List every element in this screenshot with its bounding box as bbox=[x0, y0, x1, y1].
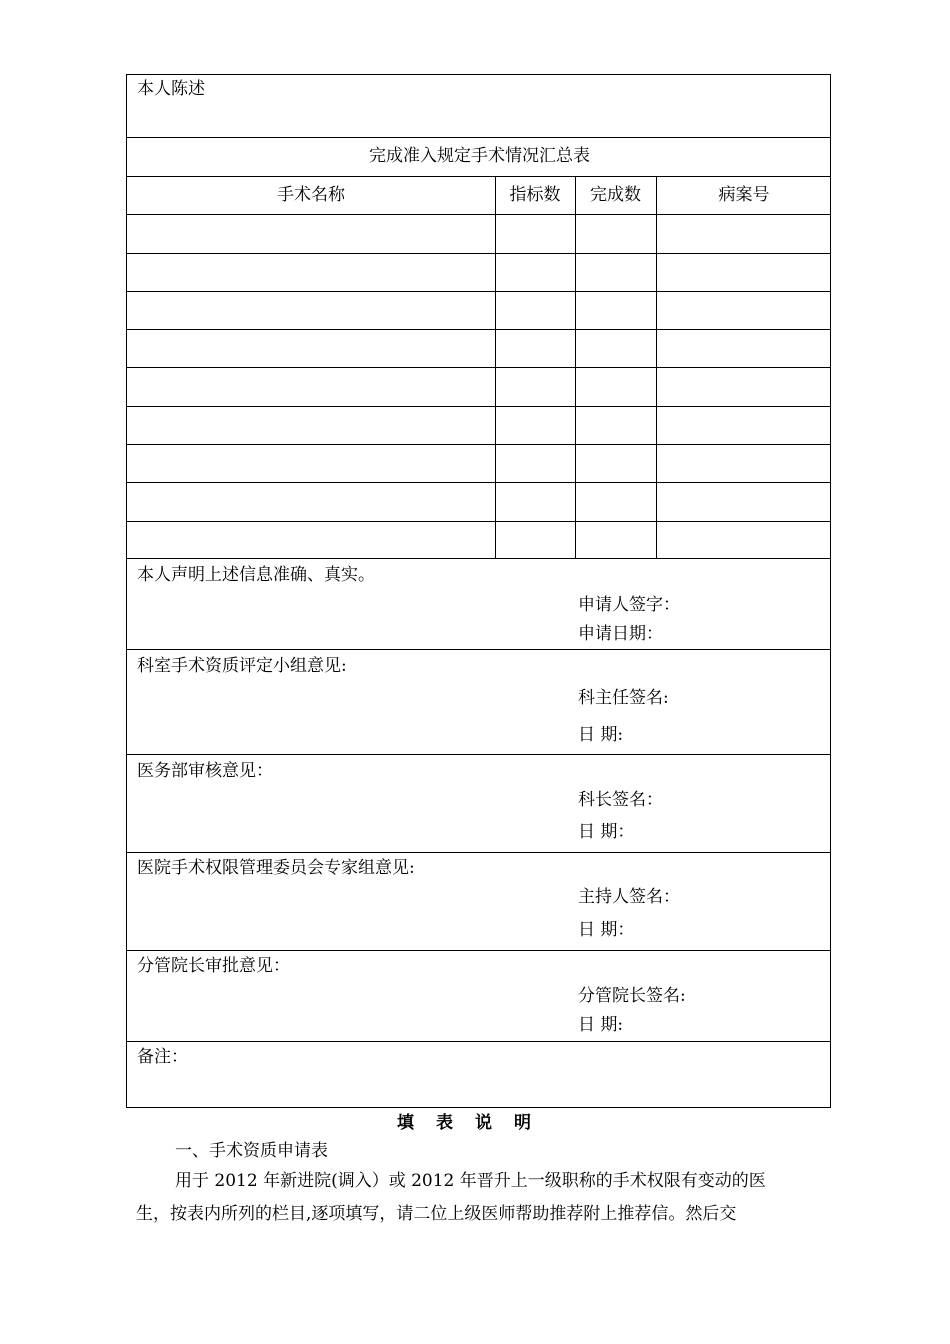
instructions-line-1: 用于 2012 年新进院(调入）或 2012 年晋升上一级职称的手术权限有变动的医 bbox=[175, 1171, 766, 1191]
col-header-surgery-name: 手术名称 bbox=[277, 185, 345, 205]
table-cell-surgery-name[interactable] bbox=[127, 253, 495, 290]
column-divider bbox=[495, 176, 496, 558]
instructions-line-2: 生，按表内所列的栏目,逐项填写，请二位上级医师帮助推荐附上推荐信。然后交 bbox=[136, 1204, 737, 1224]
divider bbox=[127, 1041, 830, 1042]
remarks-label: 备注： bbox=[137, 1047, 188, 1067]
col-header-case-number: 病案号 bbox=[718, 185, 770, 205]
medical-affairs-title: 医务部审核意见： bbox=[137, 761, 273, 781]
summary-table-title: 完成准入规定手术情况汇总表 bbox=[369, 146, 590, 166]
applicant-signature-label: 申请人签字： bbox=[578, 595, 680, 615]
vice-president-signature-label: 分管院长签名: bbox=[578, 986, 686, 1006]
divider bbox=[127, 950, 830, 951]
table-cell-surgery-name[interactable] bbox=[127, 482, 495, 520]
declaration-text: 本人声明上述信息准确、真实。 bbox=[137, 565, 375, 585]
committee-date-label: 日 期： bbox=[578, 920, 635, 940]
table-cell-surgery-name[interactable] bbox=[127, 329, 495, 366]
dept-director-signature-label: 科主任签名: bbox=[578, 688, 669, 708]
column-divider bbox=[575, 176, 576, 558]
dept-review-date-label: 日 期: bbox=[578, 725, 624, 745]
instructions-section-1: 一、手术资质申请表 bbox=[175, 1141, 328, 1161]
table-cell-surgery-name[interactable] bbox=[127, 444, 495, 481]
table-cell-surgery-name[interactable] bbox=[127, 406, 495, 443]
application-date-label: 申请日期： bbox=[578, 624, 663, 644]
statement-label: 本人陈述 bbox=[137, 79, 205, 99]
divider bbox=[127, 558, 830, 559]
col-header-target-count: 指标数 bbox=[509, 185, 561, 205]
section-chief-signature-label: 科长签名： bbox=[578, 790, 663, 810]
dept-review-title: 科室手术资质评定小组意见: bbox=[137, 656, 347, 676]
medical-affairs-date-label: 日 期： bbox=[578, 822, 635, 842]
table-cell-surgery-name[interactable] bbox=[127, 367, 495, 405]
table-cell-surgery-name[interactable] bbox=[127, 521, 495, 557]
divider bbox=[127, 852, 830, 853]
vice-president-title: 分管院长审批意见： bbox=[137, 956, 290, 976]
divider bbox=[127, 176, 830, 177]
column-divider bbox=[656, 176, 657, 558]
surgery-qualification-form bbox=[126, 74, 831, 1108]
vice-president-date-label: 日 期: bbox=[578, 1015, 624, 1035]
col-header-completed-count: 完成数 bbox=[590, 185, 641, 205]
table-cell-surgery-name[interactable] bbox=[127, 214, 495, 252]
host-signature-label: 主持人签名： bbox=[578, 887, 680, 907]
divider bbox=[127, 137, 830, 138]
table-cell-surgery-name[interactable] bbox=[127, 291, 495, 328]
committee-title: 医院手术权限管理委员会专家组意见: bbox=[137, 858, 415, 878]
divider bbox=[127, 754, 830, 755]
instructions-title: 填表说明 bbox=[397, 1113, 553, 1133]
divider bbox=[127, 649, 830, 650]
